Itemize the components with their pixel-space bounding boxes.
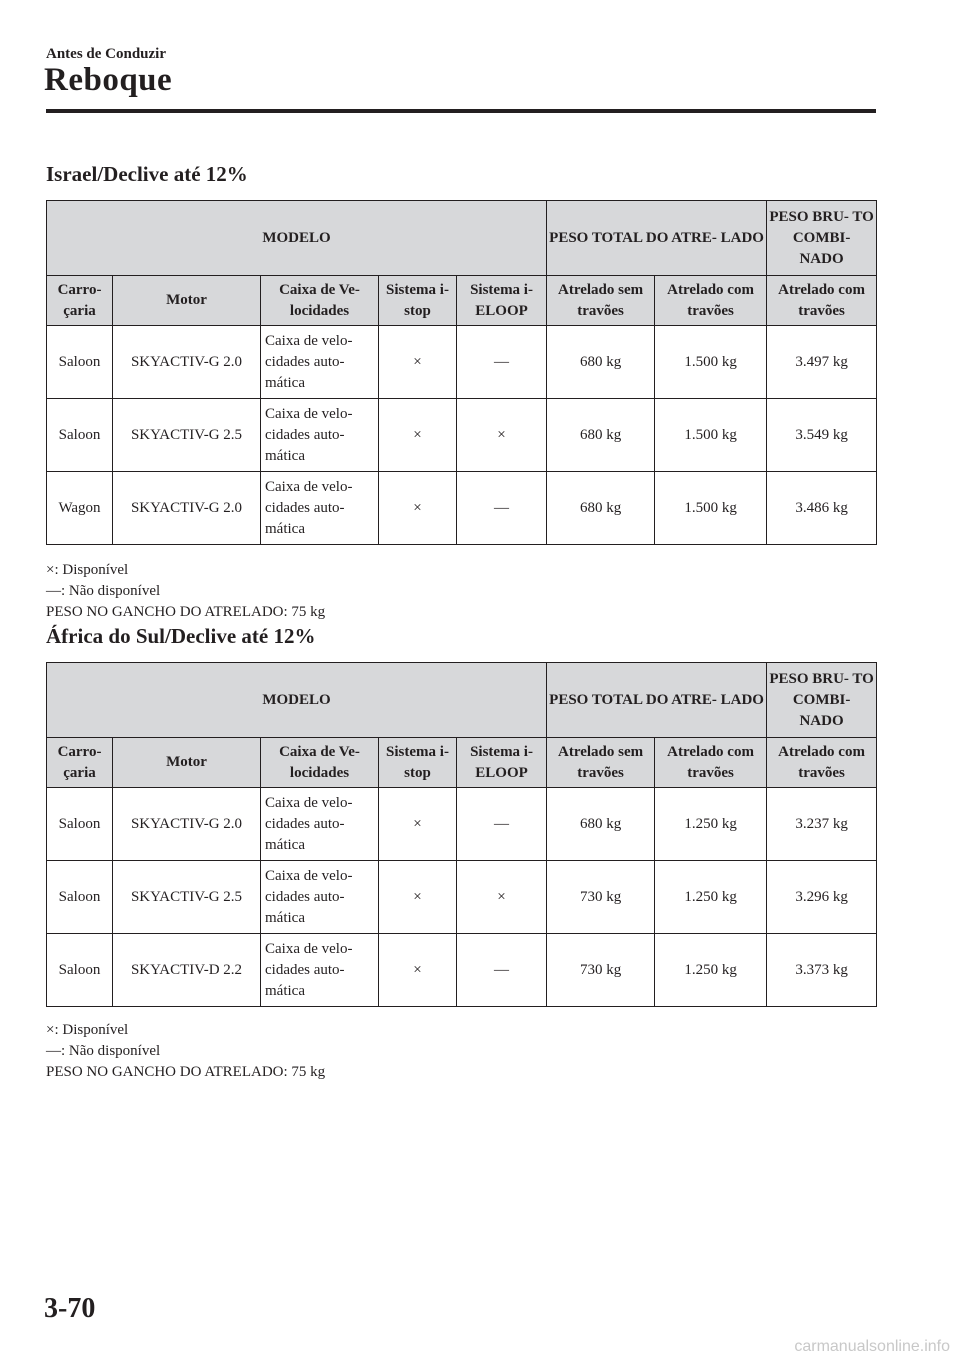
note-available: ×: Disponível [46, 562, 129, 578]
header-istop: Sistema i-stop [379, 276, 457, 326]
cell-com-travoes: 1.500 kg [655, 399, 767, 472]
cell-caixa: Caixa de velo- cidades auto- mática [261, 399, 379, 472]
page-title: Reboque [44, 62, 173, 98]
towing-table-israel [46, 200, 877, 545]
cell-com-travoes: 1.500 kg [655, 326, 767, 399]
cell-motor: SKYACTIV-G 2.0 [113, 326, 261, 399]
cell-istop: × [379, 326, 457, 399]
cell-sem-travoes: 730 kg [547, 861, 655, 934]
cell-com-travoes: 1.250 kg [655, 788, 767, 861]
cell-sem-travoes: 680 kg [547, 788, 655, 861]
note-hitch-weight: PESO NO GANCHO DO ATRELADO: 75 kg [46, 604, 326, 620]
cell-com-travoes: 1.250 kg [655, 934, 767, 1007]
header-carroceria: Carro- çaria [47, 276, 113, 326]
chapter-label: Antes de Conduzir [46, 46, 167, 62]
title-divider [46, 109, 876, 113]
header-sem-travoes: Atrelado sem travões [547, 276, 655, 326]
notes-israel [46, 560, 325, 623]
page-number: 3-70 [44, 1293, 96, 1324]
cell-sem-travoes: 680 kg [547, 326, 655, 399]
cell-istop: × [379, 399, 457, 472]
cell-caixa: Caixa de velo- cidades auto- mática [261, 934, 379, 1007]
header-ieloop: Sistema i-ELOOP [457, 276, 547, 326]
cell-ieloop: — [457, 472, 547, 545]
cell-peso-bruto: 3.486 kg [767, 472, 877, 545]
header-motor: Motor [113, 276, 261, 326]
section-title-south-africa: África do Sul/Declive até 12% [46, 624, 316, 648]
cell-ieloop: × [457, 399, 547, 472]
header-carroceria: Carro- çaria [47, 738, 113, 788]
watermark: carmanualsonline.info [794, 1338, 950, 1355]
cell-istop: × [379, 934, 457, 1007]
cell-istop: × [379, 472, 457, 545]
cell-caixa: Caixa de velo- cidades auto- mática [261, 472, 379, 545]
towing-table-south-africa [46, 662, 877, 1007]
note-unavailable: —: Não disponível [46, 583, 161, 599]
cell-sem-travoes: 680 kg [547, 399, 655, 472]
header-motor: Motor [113, 738, 261, 788]
cell-motor: SKYACTIV-G 2.5 [113, 861, 261, 934]
note-unavailable: —: Não disponível [46, 1043, 161, 1059]
note-available: ×: Disponível [46, 1022, 129, 1038]
header-istop: Sistema i-stop [379, 738, 457, 788]
cell-sem-travoes: 680 kg [547, 472, 655, 545]
header-com-travoes-combinado: Atrelado com travões [767, 738, 877, 788]
cell-carroceria: Saloon [47, 934, 113, 1007]
cell-ieloop: — [457, 326, 547, 399]
cell-istop: × [379, 788, 457, 861]
cell-motor: SKYACTIV-G 2.0 [113, 472, 261, 545]
table-row [47, 788, 877, 861]
cell-com-travoes: 1.250 kg [655, 861, 767, 934]
header-sem-travoes: Atrelado sem travões [547, 738, 655, 788]
header-peso-total: PESO TOTAL DO ATRE- LADO [547, 663, 767, 738]
cell-ieloop: — [457, 934, 547, 1007]
cell-carroceria: Saloon [47, 788, 113, 861]
cell-ieloop: — [457, 788, 547, 861]
cell-carroceria: Saloon [47, 326, 113, 399]
cell-motor: SKYACTIV-D 2.2 [113, 934, 261, 1007]
cell-peso-bruto: 3.373 kg [767, 934, 877, 1007]
header-com-travoes: Atrelado com travões [655, 276, 767, 326]
cell-caixa: Caixa de velo- cidades auto- mática [261, 326, 379, 399]
cell-peso-bruto: 3.296 kg [767, 861, 877, 934]
cell-caixa: Caixa de velo- cidades auto- mática [261, 788, 379, 861]
cell-ieloop: × [457, 861, 547, 934]
table-row [47, 399, 877, 472]
cell-peso-bruto: 3.497 kg [767, 326, 877, 399]
section-title-israel: Israel/Declive até 12% [46, 162, 248, 186]
header-caixa: Caixa de Ve- locidades [261, 276, 379, 326]
table-row [47, 472, 877, 545]
header-caixa: Caixa de Ve- locidades [261, 738, 379, 788]
cell-motor: SKYACTIV-G 2.0 [113, 788, 261, 861]
cell-carroceria: Saloon [47, 399, 113, 472]
header-modelo: MODELO [47, 663, 547, 738]
cell-sem-travoes: 730 kg [547, 934, 655, 1007]
header-com-travoes-combinado: Atrelado com travões [767, 276, 877, 326]
cell-com-travoes: 1.500 kg [655, 472, 767, 545]
cell-carroceria: Saloon [47, 861, 113, 934]
note-hitch-weight: PESO NO GANCHO DO ATRELADO: 75 kg [46, 1064, 326, 1080]
table-row [47, 326, 877, 399]
cell-peso-bruto: 3.237 kg [767, 788, 877, 861]
header-ieloop: Sistema i-ELOOP [457, 738, 547, 788]
header-com-travoes: Atrelado com travões [655, 738, 767, 788]
header-modelo: MODELO [47, 201, 547, 276]
header-peso-total: PESO TOTAL DO ATRE- LADO [547, 201, 767, 276]
table-row [47, 861, 877, 934]
cell-istop: × [379, 861, 457, 934]
cell-peso-bruto: 3.549 kg [767, 399, 877, 472]
header-peso-bruto: PESO BRU- TO COMBI- NADO [767, 663, 877, 738]
cell-caixa: Caixa de velo- cidades auto- mática [261, 861, 379, 934]
notes-south-africa [46, 1020, 325, 1083]
table-row [47, 934, 877, 1007]
cell-motor: SKYACTIV-G 2.5 [113, 399, 261, 472]
header-peso-bruto: PESO BRU- TO COMBI- NADO [767, 201, 877, 276]
cell-carroceria: Wagon [47, 472, 113, 545]
